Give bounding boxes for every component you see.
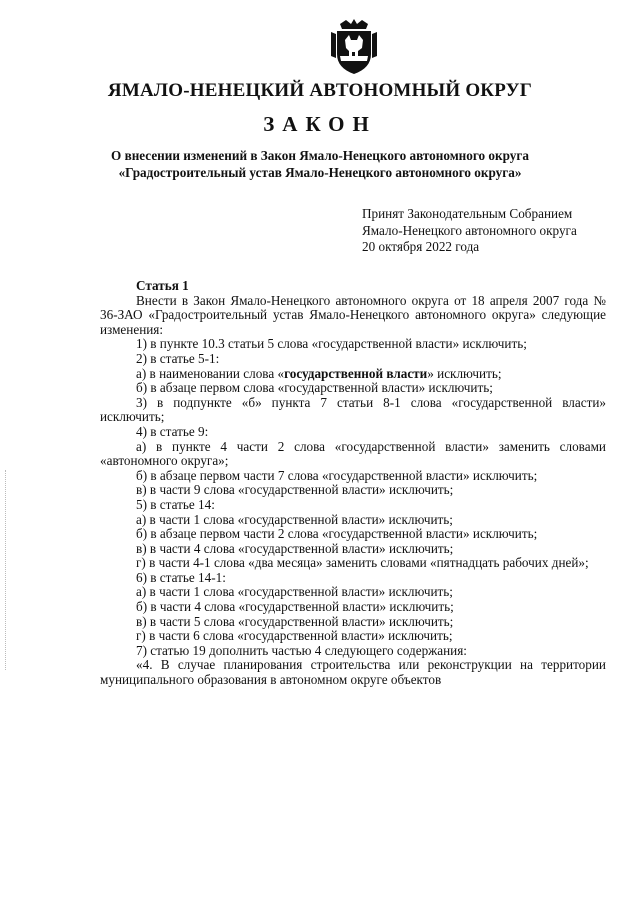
list-item: 4) в статье 9: bbox=[136, 423, 209, 439]
list-item: «4. В случае планирования строительства или реконструкции на территории муниципального образования в автономном округе объектов bbox=[100, 657, 606, 688]
adoption-line-1: Принят Законодательным Собранием bbox=[362, 206, 573, 221]
list-item: г) в части 4-1 слова «два месяца» заменить словами «пятнадцать рабочих дней»; bbox=[136, 555, 589, 571]
list-item: б) в абзаце первом части 2 слова «государственной власти» исключить; bbox=[136, 526, 538, 542]
list-item: б) в части 4 слова «государственной власти» исключить; bbox=[136, 599, 454, 615]
list-item: в) в части 9 слова «государственной власти» исключить; bbox=[136, 482, 454, 498]
list-item: 3) в подпункте «б» пункта 7 статьи 8-1 слова «государственной власти» исключить; bbox=[100, 394, 606, 425]
list-item: б) в абзаце первом слова «государственной власти» исключить; bbox=[136, 380, 493, 396]
item-prefix: а) в наименовании слова « bbox=[136, 365, 285, 381]
list-item: 5) в статье 14: bbox=[136, 496, 215, 512]
list-item: б) в абзаце первом части 7 слова «государственной власти» исключить; bbox=[136, 467, 538, 483]
list-item: 1) в пункте 10.3 статьи 5 слова «государственной власти» исключить; bbox=[136, 336, 527, 352]
bold-phrase: государственной власти bbox=[284, 365, 428, 381]
scan-edge-mark bbox=[5, 470, 7, 670]
subtitle-line-1: О внесении изменений в Закон Ямало-Ненецкого автономного округа bbox=[111, 148, 529, 163]
list-item: в) в части 4 слова «государственной власти» исключить; bbox=[136, 540, 454, 556]
yamal-coat-of-arms-icon bbox=[327, 18, 381, 76]
org-title: ЯМАЛО-НЕНЕЦКИЙ АВТОНОМНЫЙ ОКРУГ bbox=[107, 80, 533, 101]
article-intro: Внести в Закон Ямало-Ненецкого автономного округа от 18 апреля 2007 года № 36-ЗАО «Градостроительный устав Ямало-Ненецкого автономного округа» следующие изменения: bbox=[100, 292, 606, 337]
adoption-line-2: Ямало-Ненецкого автономного округа bbox=[362, 222, 577, 238]
law-subtitle bbox=[60, 147, 580, 181]
article-body bbox=[100, 279, 606, 688]
list-item: г) в части 6 слова «государственной власти» исключить; bbox=[136, 628, 453, 644]
list-item: 2) в статье 5-1: bbox=[136, 350, 220, 366]
law-title: ЗАКОН bbox=[263, 112, 377, 136]
article-heading: Статья 1 bbox=[136, 278, 189, 293]
subtitle-line-2: «Градостроительный устав Ямало-Ненецкого автономного округа» bbox=[118, 165, 522, 180]
list-item: а) в части 1 слова «государственной власти» исключить; bbox=[136, 511, 453, 527]
adoption-date: 20 октября 2022 года bbox=[362, 239, 480, 254]
list-item: 7) статью 19 дополнить частью 4 следующего содержания: bbox=[136, 642, 467, 658]
list-item-bold-phrase bbox=[100, 367, 606, 382]
item-suffix: » исключить; bbox=[427, 365, 502, 381]
list-item: а) в части 1 слова «государственной власти» исключить; bbox=[136, 584, 453, 600]
adoption-note bbox=[362, 206, 622, 256]
list-item: а) в пункте 4 части 2 слова «государственной власти» заменить словами «автономного округа»; bbox=[100, 438, 606, 469]
list-item: 6) в статье 14-1: bbox=[136, 569, 226, 585]
list-item: в) в части 5 слова «государственной власти» исключить; bbox=[136, 613, 454, 629]
